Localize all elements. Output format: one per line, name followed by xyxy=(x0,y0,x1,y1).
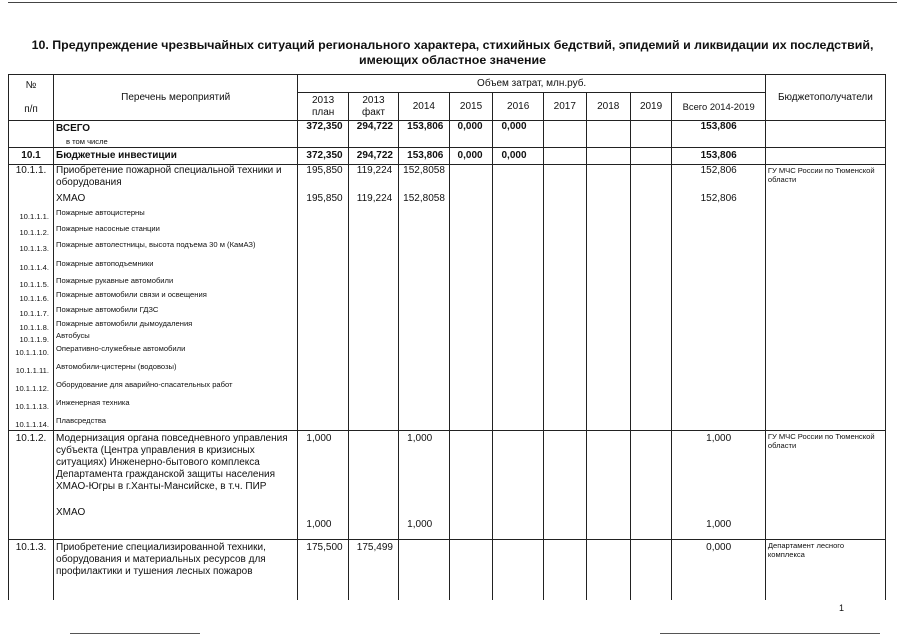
cell-value: 0,000 xyxy=(493,121,543,148)
value-main: 119,224 xyxy=(356,165,393,176)
row-name xyxy=(54,121,298,148)
cell-value xyxy=(543,121,586,148)
list-item-code: 10.1.1.13. xyxy=(15,402,49,411)
cell-recipient xyxy=(765,121,885,148)
cell-value: 294,722 xyxy=(348,121,398,148)
cell-value xyxy=(586,121,630,148)
value-main: 195,850 xyxy=(306,165,343,176)
list-item: Пожарные автолестницы, высота подъема 30 м (КамАЗ) xyxy=(56,240,256,249)
item-region: ХМАО xyxy=(56,193,86,204)
list-item: Пожарные рукавные автомобили xyxy=(56,276,174,285)
list-item-code: 10.1.1.1. xyxy=(19,212,49,221)
header-year: 2019 xyxy=(630,93,672,121)
expenditure-table xyxy=(8,74,886,600)
cell-value xyxy=(348,431,398,540)
table-row-10-1-1 xyxy=(9,165,886,431)
list-item-code: 10.1.1.14. xyxy=(15,420,49,429)
row-name: Бюджетные инвестиции xyxy=(54,148,298,165)
row-code xyxy=(9,121,54,148)
table-row-10-1 xyxy=(9,148,886,165)
value-main: 1,000 xyxy=(306,433,332,444)
list-item-code: 10.1.1.8. xyxy=(19,323,49,332)
table-row-10-1-2 xyxy=(9,431,886,540)
cell-recipient: ГУ МЧС России по Тюменской области xyxy=(765,165,885,431)
value-main: 1,000 xyxy=(706,433,732,444)
cell-value xyxy=(543,431,586,540)
header-year: 2013 факт xyxy=(348,93,398,121)
cell-value xyxy=(449,165,493,431)
row-name: Приобретение специализированной техники, оборудования и материальных ресурсов для профилактики и тушения лесных пожаров xyxy=(54,540,298,601)
cell-value xyxy=(630,540,672,601)
list-item-code: 10.1.1.9. xyxy=(19,335,49,344)
list-item-code: 10.1.1.10. xyxy=(15,348,49,357)
header-year: Всего 2014-2019 xyxy=(672,93,765,121)
cell-value xyxy=(399,431,449,540)
list-item: Пожарные автоподъемники xyxy=(56,259,154,268)
cell-value: 153,806 xyxy=(399,148,449,165)
row-code: 10.1.3. xyxy=(9,540,54,601)
cell-value: 0,000 xyxy=(672,540,765,601)
cell-value: 153,806 xyxy=(672,121,765,148)
header-row-1 xyxy=(9,75,886,93)
value-sub: 152,8058 xyxy=(403,193,445,204)
cell-value: 153,806 xyxy=(672,148,765,165)
cell-value: 372,350 xyxy=(298,121,348,148)
cell-value xyxy=(298,165,348,431)
cell-value xyxy=(586,148,630,165)
cell-value xyxy=(348,165,398,431)
cell-value xyxy=(298,431,348,540)
page-number: 1 xyxy=(839,603,845,613)
list-item: Инженерная техника xyxy=(56,398,130,407)
cell-value xyxy=(399,165,449,431)
value-sub: 1,000 xyxy=(407,519,433,530)
cell-value: 294,722 xyxy=(348,148,398,165)
cell-value xyxy=(449,540,493,601)
header-number-top: № xyxy=(25,79,37,91)
value-sub: 119,224 xyxy=(356,193,393,204)
header-year: 2014 xyxy=(399,93,449,121)
list-item-code: 10.1.1.11. xyxy=(15,366,49,375)
cell-recipient: Департамент лесного комплекса xyxy=(765,540,885,601)
list-item-code: 10.1.1.7. xyxy=(19,309,49,318)
item-title: Модернизация органа повседневного управления субъекта (Центра управления в кризисных ситуациях) Инженерно-бытового комплекса Департамента гражданской защиты населения ХМАО-Югры в г.Ханты-Мансийске, в т.ч. ПИР xyxy=(56,433,288,492)
row-name xyxy=(54,165,298,431)
cell-value: 175,499 xyxy=(348,540,398,601)
list-item: Автомобили-цистерны (водовозы) xyxy=(56,362,177,371)
list-item-code: 10.1.1.12. xyxy=(15,384,49,393)
value-sub: 152,806 xyxy=(700,193,737,204)
table-row-total xyxy=(9,121,886,148)
cell-recipient: ГУ МЧС России по Тюменской области xyxy=(765,431,885,540)
header-name: Перечень мероприятий xyxy=(54,75,298,121)
cell-value: 372,350 xyxy=(298,148,348,165)
cell-value xyxy=(586,540,630,601)
cell-value xyxy=(493,431,543,540)
cell-value xyxy=(672,165,765,431)
value-main: 1,000 xyxy=(407,433,433,444)
bottom-rule-right xyxy=(660,633,880,634)
list-item: Плавсредства xyxy=(56,416,107,425)
list-item-code: 10.1.1.2. xyxy=(19,228,49,237)
cell-value xyxy=(630,431,672,540)
list-item: Пожарные автомобили ГДЗС xyxy=(56,305,159,314)
cell-value xyxy=(586,165,630,431)
cell-value xyxy=(543,540,586,601)
cell-value: 0,000 xyxy=(449,121,493,148)
header-year: 2013 план xyxy=(298,93,348,121)
list-item: Автобусы xyxy=(56,331,90,340)
bottom-rule-left xyxy=(70,633,200,634)
list-item: Оборудование для аварийно-спасательных работ xyxy=(56,380,233,389)
cell-value: 0,000 xyxy=(449,148,493,165)
cell-value xyxy=(543,165,586,431)
cell-value xyxy=(630,121,672,148)
header-number-bottom: п/п xyxy=(24,103,38,115)
value-main: 152,806 xyxy=(700,165,737,176)
item-region: ХМАО xyxy=(56,507,86,518)
cell-value xyxy=(586,431,630,540)
cell-value xyxy=(449,431,493,540)
list-item: Пожарные автомобили дымоудаления xyxy=(56,319,193,328)
cell-value: 0,000 xyxy=(493,148,543,165)
heading-line-2: имеющих областное значение xyxy=(359,53,546,67)
heading-line-1: 10. Предупреждение чрезвычайных ситуаций регионального характера, стихийных бедствий, эпидемий и ликвидации их последствий, xyxy=(31,38,874,52)
list-item-code: 10.1.1.5. xyxy=(19,280,49,289)
header-year: 2016 xyxy=(493,93,543,121)
total-label: ВСЕГО xyxy=(56,123,91,134)
subitem-codes xyxy=(9,212,49,434)
item-title: Приобретение пожарной специальной техники и оборудования xyxy=(56,165,282,188)
header-year: 2015 xyxy=(449,93,493,121)
cell-value xyxy=(630,165,672,431)
header-costs: Объем затрат, млн.руб. xyxy=(298,75,765,93)
row-name xyxy=(54,431,298,540)
value-main: 152,8058 xyxy=(403,165,445,176)
list-item: Оперативно-служебные автомобили xyxy=(56,344,186,353)
list-item-code: 10.1.1.6. xyxy=(19,294,49,303)
cell-value xyxy=(630,148,672,165)
cell-recipient xyxy=(765,148,885,165)
cell-value xyxy=(493,165,543,431)
header-year: 2018 xyxy=(586,93,630,121)
cell-value xyxy=(399,540,449,601)
row-code: 10.1.2. xyxy=(9,431,54,540)
cell-value xyxy=(493,540,543,601)
list-item: Пожарные автоцистерны xyxy=(56,208,145,217)
header-recipient: Бюджетополучатели xyxy=(765,75,885,121)
cell-value: 153,806 xyxy=(399,121,449,148)
table-row-10-1-3 xyxy=(9,540,886,601)
header-number xyxy=(9,75,54,121)
subitems-list xyxy=(54,205,297,430)
list-item: Пожарные автомобили связи и освещения xyxy=(56,290,207,299)
cell-value xyxy=(543,148,586,165)
cell-value: 175,500 xyxy=(298,540,348,601)
section-heading xyxy=(0,38,905,68)
value-sub: 1,000 xyxy=(706,519,732,530)
value-sub: 1,000 xyxy=(306,519,332,530)
top-rule xyxy=(8,2,897,3)
list-item: Пожарные насосные станции xyxy=(56,224,160,233)
row-code: 10.1.1. xyxy=(9,165,54,431)
list-item-code: 10.1.1.3. xyxy=(19,244,49,253)
total-sublabel: в том числе xyxy=(66,137,108,146)
cell-value xyxy=(672,431,765,540)
header-year: 2017 xyxy=(543,93,586,121)
value-sub: 195,850 xyxy=(306,193,343,204)
list-item-code: 10.1.1.4. xyxy=(19,263,49,272)
row-code: 10.1 xyxy=(9,148,54,165)
